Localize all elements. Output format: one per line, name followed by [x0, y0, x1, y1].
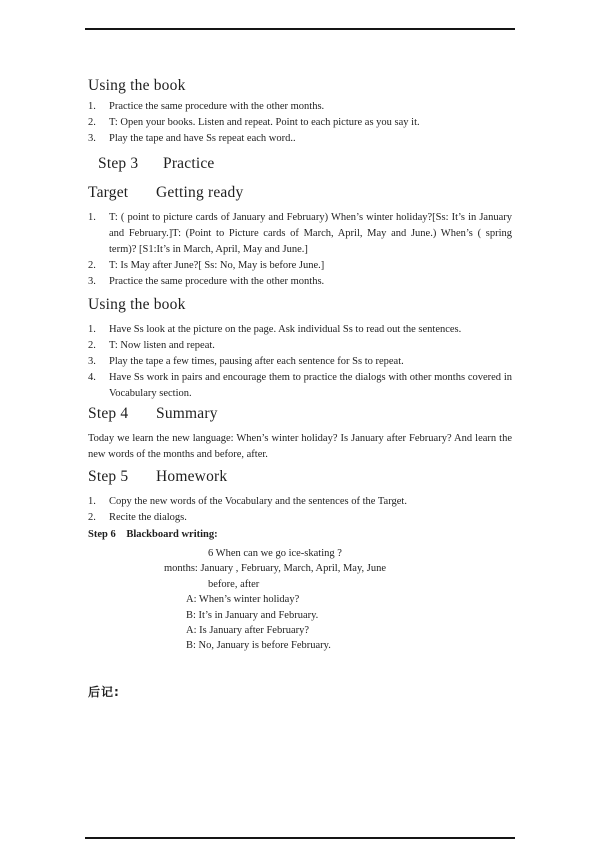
step-heading-6 — [88, 529, 512, 540]
list-item-text: Play the tape a few times, pausing after each sentence for Ss to repeat. — [109, 356, 404, 367]
target-heading — [88, 183, 512, 203]
step-heading-5 — [88, 467, 512, 487]
step-number-text: Step 5 — [88, 468, 129, 485]
postscript-label: 后记: — [88, 685, 120, 699]
list-item — [88, 258, 512, 274]
list-item-text: Practice the same procedure with the other months. — [109, 276, 325, 287]
list-item — [88, 338, 512, 354]
blackboard-line: B: It’s in January and February. — [186, 609, 319, 621]
blackboard-line: months: January , February, March, April, May, June — [164, 563, 387, 575]
list-item-text: T: ( point to picture cards of January and February) When’s winter holiday?[Ss: It’s in January and February.]T: (Point to Picture cards of March, April, May and June.) When’s ( spring term)? [S1:It’s in March, April, May and June.] — [109, 212, 512, 255]
list-using-the-book-2 — [88, 322, 512, 402]
step-number-text: Step 4 — [88, 405, 129, 422]
list-item — [88, 510, 512, 526]
list-item-number: 4. — [88, 372, 96, 383]
list-item-text: T: Now listen and repeat. — [109, 340, 215, 351]
list-item — [88, 370, 512, 402]
list-item-text: Recite the dialogs. — [109, 512, 187, 523]
list-item-text: Play the tape and have Ss repeat each word.. — [109, 133, 296, 144]
step-heading-3 — [88, 154, 512, 174]
list-target — [88, 210, 512, 290]
header-rule — [85, 28, 515, 30]
target-label: Target — [88, 184, 129, 201]
list-item-number: 2. — [88, 340, 96, 351]
step-title-text: Blackboard writing: — [126, 529, 218, 540]
list-item-text: Have Ss work in pairs and encourage them to practice the dialogs with other months covered in Vocabulary section. — [109, 372, 512, 399]
list-item-number: 3. — [88, 276, 96, 287]
list-item — [88, 494, 512, 510]
blackboard-line: B: No, January is before February. — [186, 640, 331, 652]
list-item — [88, 99, 512, 115]
step-heading-4 — [88, 404, 512, 424]
list-item-number: 1. — [88, 101, 96, 112]
list-item — [88, 131, 512, 147]
list-item-number: 2. — [88, 512, 96, 523]
list-item-text: Copy the new words of the Vocabulary and the sentences of the Target. — [109, 496, 407, 507]
list-item — [88, 354, 512, 370]
section-heading-using-the-book-2 — [88, 295, 512, 315]
list-item-number: 3. — [88, 356, 96, 367]
list-item — [88, 274, 512, 290]
list-item-number: 1. — [88, 212, 96, 223]
section-heading-using-the-book-1 — [88, 76, 512, 96]
step-title-text: Summary — [156, 405, 218, 422]
list-item-text: T: Is May after June?[ Ss: No, May is before June.] — [109, 260, 325, 271]
blackboard-writing — [88, 546, 512, 654]
list-item — [88, 210, 512, 258]
list-homework — [88, 494, 512, 526]
footer-rule — [85, 837, 515, 839]
list-item-number: 2. — [88, 117, 96, 128]
list-item — [88, 115, 512, 131]
step-title-text: Practice — [163, 155, 215, 172]
heading-text: Using the book — [88, 296, 186, 313]
step-title-text: Homework — [156, 468, 228, 485]
step-number-text: Step 6 — [88, 529, 116, 540]
blackboard-line: 6 When can we go ice-skating ? — [208, 548, 342, 559]
list-item-number: 3. — [88, 133, 96, 144]
list-item-number: 2. — [88, 260, 96, 271]
list-item-number: 1. — [88, 496, 96, 507]
list-using-the-book-1 — [88, 99, 512, 147]
heading-text: Using the book — [88, 77, 186, 94]
blackboard-line: before, after — [208, 578, 260, 590]
step-number-text: Step 3 — [98, 155, 139, 172]
blackboard-line: A: Is January after February? — [186, 625, 310, 637]
blackboard-line: A: When’s winter holiday? — [186, 594, 300, 606]
list-item — [88, 322, 512, 338]
list-item-text: Have Ss look at the picture on the page. Ask individual Ss to read out the sentences. — [109, 324, 462, 335]
list-item-text: T: Open your books. Listen and repeat. Point to each picture as you say it. — [109, 117, 420, 128]
list-item-number: 1. — [88, 324, 96, 335]
summary-paragraph: Today we learn the new language: When’s winter holiday? Is January after February? And learn the new words of the months and before, after. — [88, 433, 512, 460]
target-title-text: Getting ready — [156, 184, 244, 201]
list-item-text: Practice the same procedure with the other months. — [109, 101, 325, 112]
